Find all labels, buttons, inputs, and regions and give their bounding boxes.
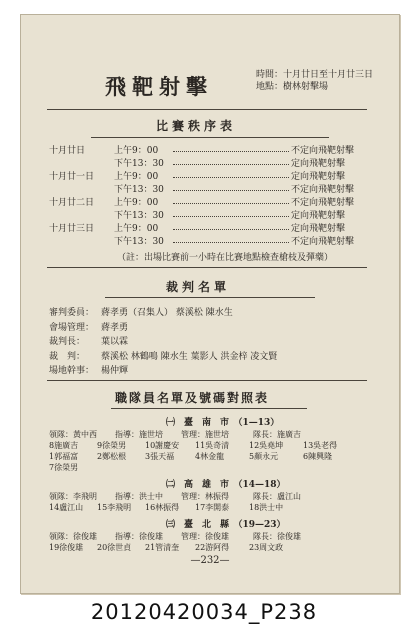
schedule-event: 不定向飛靶射擊 [291, 146, 355, 156]
schedule-time: 下午13：30 [114, 185, 164, 195]
team-player: 20徐世貞 [97, 543, 132, 552]
divider [91, 137, 329, 138]
team-staff: 管理：施世培 [181, 430, 229, 439]
dot-leader [173, 164, 289, 165]
team-player: 21管清奎 [145, 543, 180, 552]
divider [47, 109, 367, 110]
team-player: 17李開泰 [195, 503, 230, 512]
team-staff: 領隊：黃中西 [49, 430, 97, 439]
dot-leader [173, 190, 289, 191]
referee-names: 蔡溪松 林鶴鳴 陳水生 葉影人 洪金梓 凌文賢 [101, 351, 278, 362]
divider [47, 380, 367, 381]
schedule-time: 上午9：00 [114, 198, 159, 208]
team-player: 4林金龍 [195, 452, 225, 461]
divider [111, 408, 307, 409]
team-player: 19徐俊雄 [49, 543, 84, 552]
team-staff: 指導：施世培 [115, 430, 163, 439]
referee-role: 審判委員： [49, 308, 95, 318]
team-player: 13吳老得 [303, 441, 338, 450]
schedule-time: 下午13：30 [114, 159, 164, 169]
schedule-event: 定向飛靶射擊 [291, 211, 346, 221]
schedule-event: 定向飛靶射擊 [291, 224, 346, 234]
team-staff: 領隊：李飛明 [49, 492, 97, 501]
teams-heading: 職隊員名單及號碼對照表 [115, 391, 270, 405]
event-time: 時間：十月廿日至十月廿三日 [256, 70, 374, 80]
referee-role: 裁判長： [49, 337, 86, 347]
team-staff: 隊長：徐俊雄 [253, 532, 301, 541]
team-player: 10謝慶安 [145, 441, 180, 450]
referee-role: 裁 判： [49, 351, 86, 362]
divider [105, 297, 315, 298]
dot-leader [173, 203, 289, 204]
referee-names: 蔣孝勇 [101, 322, 129, 333]
team-staff: 隊長：盧江山 [253, 492, 301, 501]
referees-heading: 裁判名單 [166, 280, 231, 294]
team-player: 9徐榮男 [97, 441, 127, 450]
referee-role: 場地幹事： [49, 366, 95, 376]
schedule-time: 上午9：00 [114, 172, 159, 182]
team-player: 8施廣吉 [49, 441, 79, 450]
schedule-date: 十月廿日 [49, 146, 86, 156]
team-group-label: ㈢ 臺 北 縣 （19—23） [166, 520, 286, 530]
schedule-note: （註：出場比賽前一小時在比賽地點檢查槍枝及彈藥） [117, 253, 334, 263]
team-player: 6陳興隆 [303, 452, 333, 461]
schedule-heading: 比賽秩序表 [156, 119, 237, 133]
team-player: 23周文政 [249, 543, 284, 552]
team-player: 14盧江山 [49, 503, 84, 512]
schedule-time: 上午9：00 [114, 146, 159, 156]
team-player: 16林振得 [145, 503, 180, 512]
team-player: 18洪士中 [249, 503, 284, 512]
event-place: 地點：樹林射擊場 [256, 82, 329, 92]
dot-leader [173, 216, 289, 217]
schedule-time: 下午13：30 [114, 211, 164, 221]
team-player: 1郭福富 [49, 452, 79, 461]
image-caption: 20120420034_P238 [90, 600, 318, 624]
page-title: 飛靶射擊 [105, 74, 213, 99]
schedule-event: 定向飛靶射擊 [291, 159, 346, 169]
referee-names: 蔣孝勇（召集人） 蔡溪松 陳水生 [101, 308, 233, 318]
schedule-event: 定向飛靶射擊 [291, 172, 346, 182]
schedule-event: 不定向飛靶射擊 [291, 198, 355, 208]
team-staff: 隊長：施廣吉 [253, 430, 301, 439]
schedule-time: 下午13：30 [114, 237, 164, 247]
referee-names: 葉以霖 [101, 337, 129, 347]
team-staff: 領隊：徐俊雄 [49, 532, 97, 541]
dot-leader [173, 242, 289, 243]
schedule-event: 不定向飛靶射擊 [291, 185, 355, 195]
divider [47, 267, 367, 268]
referee-role: 會場管理： [49, 322, 95, 333]
team-staff: 管理：林振得 [181, 492, 229, 501]
team-player: 22游阿得 [195, 543, 230, 552]
dot-leader [173, 177, 289, 178]
team-player: 7徐榮男 [49, 463, 79, 472]
team-player: 2鄭松根 [97, 452, 127, 461]
team-player: 5顏永元 [249, 452, 279, 461]
schedule-date: 十月廿二日 [49, 198, 95, 208]
team-staff: 指導：洪士中 [115, 492, 163, 501]
team-player: 3張天福 [145, 452, 175, 461]
team-staff: 管理：徐俊雄 [181, 532, 229, 541]
document-page [20, 14, 400, 594]
team-player: 12吳堯坤 [249, 441, 284, 450]
team-staff: 指導：徐俊雄 [115, 532, 163, 541]
team-group-label: ㈡ 高 雄 市 （14—18） [166, 480, 286, 490]
schedule-date: 十月廿三日 [49, 224, 95, 234]
referee-names: 楊仲輝 [101, 366, 129, 376]
schedule-time: 上午9：00 [114, 224, 159, 234]
dot-leader [173, 151, 289, 152]
dot-leader [173, 229, 289, 230]
team-player: 15李飛明 [97, 503, 132, 512]
schedule-event: 不定向飛靶射擊 [291, 237, 355, 247]
page-number: —232— [190, 555, 230, 566]
team-group-label: ㈠ 臺 南 市 （1—13） [166, 418, 280, 428]
team-player: 11吳奇清 [195, 441, 230, 450]
schedule-date: 十月廿一日 [49, 172, 95, 182]
